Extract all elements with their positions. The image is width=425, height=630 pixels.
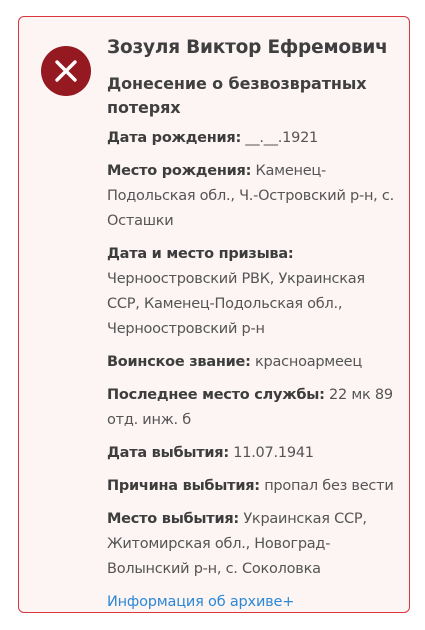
- field-conscription: [107, 242, 397, 342]
- field-label: Последнее место службы:: [107, 387, 325, 403]
- field-birth-place: [107, 159, 397, 234]
- field-label: Причина выбытия:: [107, 478, 260, 494]
- field-value: пропал без вести: [264, 478, 394, 494]
- field-value: 22 мк 89 отд. инж. б: [107, 387, 393, 428]
- close-icon: [41, 46, 91, 96]
- field-value: __.__.1921: [245, 130, 319, 146]
- field-value: красноармеец: [255, 354, 362, 370]
- archive-info-link[interactable]: Информация об архиве+: [107, 594, 295, 610]
- field-value: Украинская ССР, Житомирская обл., Новоград-Волынский р-н, с. Соколовка: [107, 511, 367, 577]
- field-label: Дата рождения:: [107, 130, 242, 146]
- field-label: Дата выбытия:: [107, 445, 229, 461]
- record-content: [107, 36, 397, 615]
- person-name: Зозуля Виктор Ефремович: [107, 37, 388, 58]
- field-military-rank: [107, 350, 397, 375]
- record-type-title: Донесение о безвозвратных потерях: [107, 74, 367, 117]
- field-departure-date: [107, 441, 397, 466]
- field-departure-reason: [107, 474, 397, 499]
- field-label: Воинское звание:: [107, 354, 251, 370]
- field-label: Место выбытия:: [107, 511, 239, 527]
- loss-record-card: [18, 16, 410, 613]
- field-last-service: [107, 383, 397, 433]
- field-birth-date: [107, 126, 397, 151]
- field-label: Место рождения:: [107, 163, 252, 179]
- field-label: Дата и место призыва:: [107, 246, 294, 262]
- field-value: 11.07.1941: [233, 445, 314, 461]
- field-value: Черноостровский РВК, Украинская ССР, Каменец-Подольская обл., Черноостровский р-н: [107, 271, 365, 337]
- field-value: Каменец-Подольская обл., Ч.-Островский р-н, с. Осташки: [107, 163, 394, 229]
- field-departure-place: [107, 507, 397, 582]
